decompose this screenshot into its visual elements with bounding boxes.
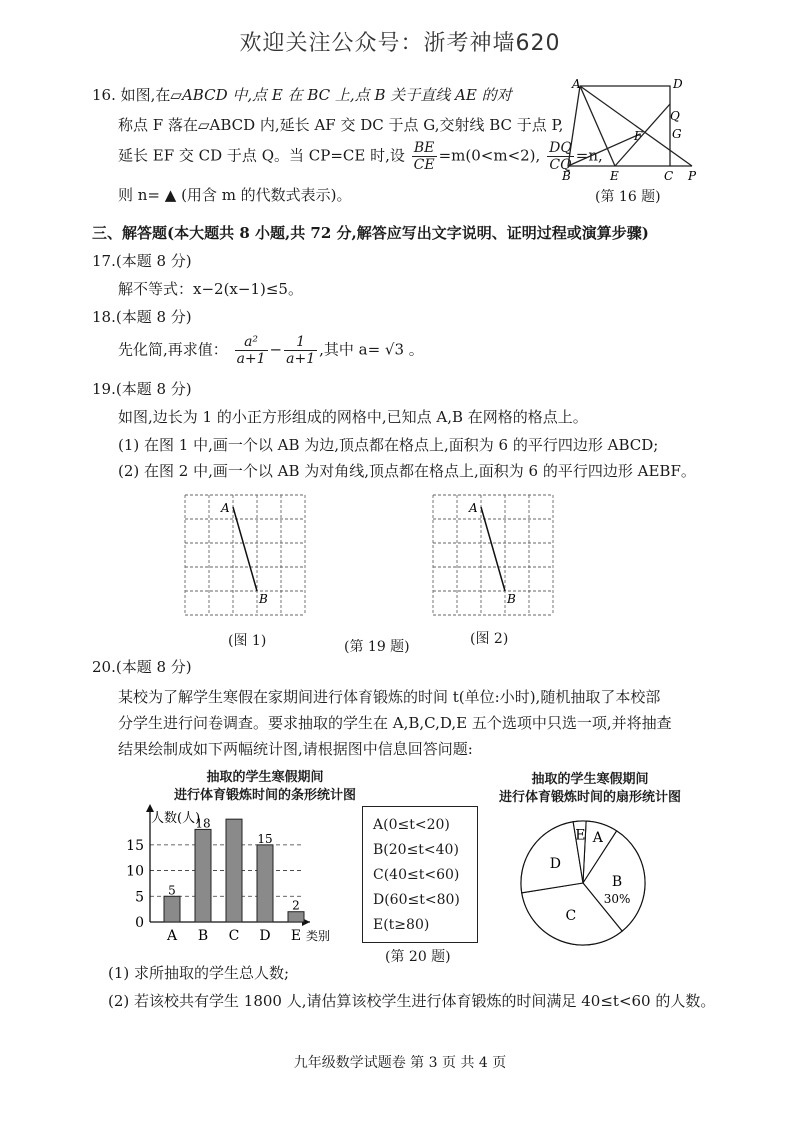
q18-fraction-1	[235, 334, 268, 367]
q19-grid-figure-2	[428, 490, 568, 620]
bar-B	[195, 829, 211, 922]
q16-line1-mid: ABCD 中,点 E 在 BC 上,点 B 关于直线 AE 的对	[181, 86, 512, 104]
q16-geometry-figure	[560, 76, 710, 191]
legend-item-b: B(20≤t<40)	[373, 842, 459, 858]
pie-label-A: A	[592, 829, 603, 846]
legend-item-c: C(40≤t<60)	[373, 867, 460, 883]
y-axis-label: 人数(人)	[151, 811, 201, 826]
q19-heading: 19.(本题 8 分)	[92, 380, 192, 398]
pie-label-D: D	[549, 856, 561, 873]
q20-para2: 分学生进行问卷调查。要求抽取的学生在 A,B,C,D,E 五个选项中只选一项,并将抽查	[118, 714, 672, 732]
q16-line3-mid: =m(0<m<2),	[438, 146, 541, 165]
q16-line2-post: ABCD 内,延长 AF 交 DC 于点 G,交射线 BC 于点 P,	[209, 116, 564, 134]
q20-heading: 20.(本题 8 分)	[92, 658, 192, 676]
legend-item-d: D(60≤t<80)	[373, 892, 460, 908]
x-tick-label-A: A	[166, 928, 178, 944]
bar-data-label-E: 2	[292, 898, 300, 913]
q16-line2	[118, 118, 563, 133]
x-axis-label: 类别	[306, 929, 331, 943]
bar-data-label-D: 15	[257, 831, 273, 846]
bar-C	[226, 819, 242, 922]
bar-chart-title-line1: 抽取的学生寒假期间	[206, 770, 324, 785]
fraction-numerator: DQ	[549, 140, 572, 156]
fraction-denominator: CQ	[549, 157, 572, 173]
q19-part1: (1) 在图 1 中,画一个以 AB 为边,顶点都在格点上,面积为 6 的平行四边形 ABCD;	[118, 436, 659, 454]
fraction-denominator: a+1	[286, 351, 316, 367]
q18-minus: −	[269, 340, 283, 359]
q16-line4: 则 n= ▲ (用含 m 的代数式表示)。	[118, 186, 352, 204]
label-a: A	[469, 501, 478, 515]
segment-ab	[481, 507, 505, 591]
q16-caption: (第 16 题)	[595, 189, 661, 205]
q17-heading: 17.(本题 8 分)	[92, 252, 192, 270]
fraction-numerator: BE	[412, 140, 437, 157]
q20-caption: (第 20 题)	[385, 949, 451, 965]
label-b: B	[259, 592, 268, 606]
pie-label-E: E	[575, 827, 586, 844]
x-tick-label-E: E	[290, 928, 302, 944]
pie-percent-label-b: 30%	[603, 892, 631, 907]
segment-ab	[233, 507, 257, 591]
q19-part2: (2) 在图 2 中,画一个以 AB 为对角线,顶点都在格点上,面积为 6 的平行四边形 AEBF。	[118, 462, 696, 480]
fraction-numerator: a²	[235, 334, 268, 351]
q16-line3	[118, 140, 603, 173]
bar-A	[164, 896, 180, 922]
q20-para3: 结果绘制成如下两幅统计图,请根据图中信息回答问题:	[118, 740, 473, 758]
legend-item-e: E(t≥80)	[373, 917, 430, 933]
q16-line3-pre: 延长 EF 交 CD 于点 Q。当 CP=CE 时,设	[118, 146, 405, 165]
q18-fraction-2	[284, 334, 317, 367]
pie-chart	[515, 815, 655, 955]
bar-D	[257, 845, 273, 922]
q18-body	[118, 334, 424, 367]
parallelogram-abcd	[568, 86, 670, 166]
label-g: G	[672, 127, 682, 141]
y-tick-label: 5	[135, 889, 144, 906]
label-d: D	[673, 77, 683, 91]
pie-label-B: B	[611, 874, 623, 891]
q20-question2: (2) 若该校共有学生 1800 人,请估算该校学生进行体育锻炼的时间满足 40≤t<60 的人数。	[108, 992, 716, 1010]
page-footer: 九年级数学试题卷 第 3 页 共 4 页	[293, 1055, 507, 1071]
label-a: A	[221, 501, 230, 515]
label-f: F	[634, 129, 643, 143]
fraction-denominator: CE	[413, 157, 435, 173]
y-tick-label: 10	[126, 863, 144, 880]
q16-fraction-be-ce	[412, 140, 437, 173]
q16-line1-pre: 16. 如图,在	[92, 86, 171, 104]
pie-chart-title-line2: 进行体育锻炼时间的扇形统计图	[498, 790, 681, 805]
fraction-numerator: 1	[284, 334, 317, 351]
x-tick-label-C: C	[228, 928, 240, 944]
q19-grid-figure-1	[180, 490, 320, 620]
pie-chart-title-line1: 抽取的学生寒假期间	[531, 772, 649, 787]
label-c: C	[664, 169, 674, 183]
x-tick-label-D: D	[259, 928, 271, 944]
bar-data-label-B: 18	[195, 816, 211, 831]
q20-para1: 某校为了解学生寒假在家期间进行体育锻炼的时间 t(单位:小时),随机抽取了本校部	[118, 688, 661, 706]
bar-chart-title-line2: 进行体育锻炼时间的条形统计图	[173, 788, 356, 803]
bar-data-label-A: 5	[168, 883, 176, 898]
q17-body: 解不等式：x−2(x−1)≤5。	[118, 280, 303, 298]
segment-eq	[615, 104, 670, 166]
bar-chart	[120, 800, 350, 950]
q19-caption: (第 19 题)	[344, 639, 410, 655]
watermark-banner: 欢迎关注公众号：浙考神墙620	[239, 31, 561, 56]
q16-line2-pre: 称点 F 落在	[118, 116, 198, 134]
x-tick-label-B: B	[197, 928, 209, 944]
y-tick-label: 0	[135, 915, 144, 931]
label-q: Q	[670, 109, 680, 123]
q19-intro: 如图,边长为 1 的小正方形组成的网格中,已知点 A,B 在网格的格点上。	[118, 408, 588, 426]
q20-question1: (1) 求所抽取的学生总人数;	[108, 964, 290, 982]
q19-figure1-caption: (图 1)	[228, 633, 267, 649]
q18-post: ,其中 a= √3 。	[319, 340, 424, 359]
q16-line1	[92, 88, 512, 103]
label-b: B	[507, 592, 516, 606]
parallelogram-symbol-icon: ▱	[170, 86, 182, 104]
legend-box	[362, 806, 478, 943]
y-tick-label: 15	[126, 837, 144, 854]
legend-item-a: A(0≤t<20)	[373, 817, 450, 833]
label-p: P	[688, 169, 697, 183]
parallelogram-symbol-icon: ▱	[197, 116, 210, 134]
label-a: A	[572, 77, 581, 91]
q16-line3-post: =n,	[575, 146, 603, 165]
q19-figure2-caption: (图 2)	[470, 631, 509, 647]
pie-label-C: C	[565, 907, 577, 924]
q18-heading: 18.(本题 8 分)	[92, 308, 192, 326]
section-3-heading: 三、解答题(本大题共 8 小题,共 72 分,解答应写出文字说明、证明过程或演算步骤)	[92, 224, 649, 242]
fraction-denominator: a+1	[236, 351, 266, 367]
q18-pre: 先化简,再求值：	[118, 340, 228, 359]
bar-E	[288, 912, 304, 922]
label-b: B	[562, 169, 571, 183]
label-e: E	[610, 169, 619, 183]
